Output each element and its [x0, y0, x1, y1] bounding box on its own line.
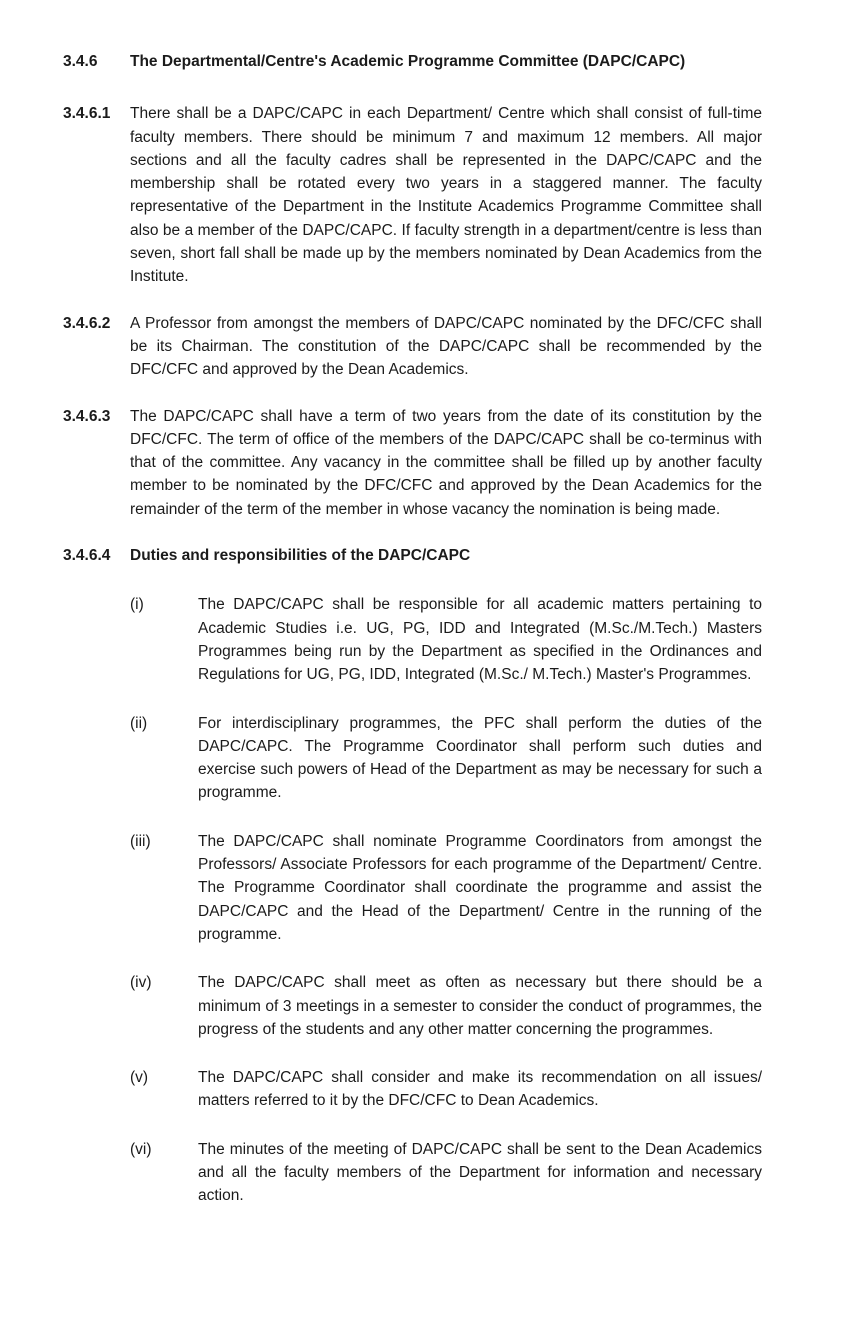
- list-item-marker: (ii): [130, 714, 148, 732]
- list-item-marker: (vi): [130, 1140, 152, 1158]
- subsection-heading-title: Duties and responsibilities of the DAPC/CAPC: [130, 547, 471, 565]
- section-heading: [63, 50, 762, 73]
- paragraph-number: 3.4.6.3: [63, 407, 111, 425]
- list-item-text: The DAPC/CAPC shall nominate Programme Coordinators from amongst the Professors/ Associate Professors for each programme of the Department/ Centre. The Programme Coordinator shall coordinate the programme and assist the DAPC/CAPC and the Head of the Department/ Centre in the running of the programme.: [198, 832, 762, 943]
- paragraph-number: 3.4.6.2: [63, 314, 111, 332]
- paragraph: [63, 405, 762, 521]
- list-item: [130, 1138, 762, 1208]
- paragraph: [63, 312, 762, 382]
- paragraph-text: There shall be a DAPC/CAPC in each Department/ Centre which shall consist of full-time faculty members. There should be minimum 7 and maximum 12 members. All major sections and all the faculty cadres shall be represented in the DAPC/CAPC and the membership shall be rotated every two years in a staggered manner. The faculty representative of the Department in the Institute Academics Programme Committee shall also be a member of the DAPC/CAPC. If faculty strength in a department/centre is less than seven, short fall shall be made up by the members nominated by Dean Academics from the Institute.: [130, 105, 762, 286]
- subsection-heading-number: 3.4.6.4: [63, 547, 111, 565]
- list-item-marker: (iv): [130, 974, 152, 992]
- paragraph-number: 3.4.6.1: [63, 105, 111, 123]
- list-item-text: The DAPC/CAPC shall consider and make its recommendation on all issues/ matters referred to it by the DFC/CFC to Dean Academics.: [198, 1069, 762, 1110]
- list-item-text: For interdisciplinary programmes, the PFC shall perform the duties of the DAPC/CAPC. The Programme Coordinator shall perform such duties and exercise such powers of Head of the Department as may be necessary for such a programme.: [198, 714, 762, 802]
- list-item-marker: (i): [130, 596, 144, 614]
- list-item: [130, 971, 762, 1041]
- section-heading-title: The Departmental/Centre's Academic Programme Committee (DAPC/CAPC): [130, 53, 686, 70]
- paragraph-text: The DAPC/CAPC shall have a term of two years from the date of its constitution by the DFC/CFC. The term of office of the members of the DAPC/CAPC shall be co-terminus with that of the committee. Any vacancy in the committee shall be filled up by another faculty member to be nominated by the DFC/CFC and approved by the Dean Academics for the remainder of the term of the member in whose vacancy the nomination is being made.: [130, 407, 762, 518]
- list-item-text: The minutes of the meeting of DAPC/CAPC shall be sent to the Dean Academics and all the faculty members of the Department for information and necessary action.: [198, 1140, 762, 1205]
- paragraph: [63, 102, 762, 288]
- subsection-heading: [63, 544, 762, 567]
- section-heading-number: 3.4.6: [63, 53, 98, 70]
- list-item: [130, 593, 762, 686]
- list-item: [130, 830, 762, 946]
- paragraph-text: A Professor from amongst the members of DAPC/CAPC nominated by the DFC/CFC shall be its Chairman. The constitution of the DAPC/CAPC shall be recommended by the DFC/CFC and approved by the Dean Academics.: [130, 314, 762, 379]
- list-item: [130, 712, 762, 805]
- list-item-text: The DAPC/CAPC shall be responsible for all academic matters pertaining to Academic Studies i.e. UG, PG, IDD and Integrated (M.Sc./M.Tech.) Masters Programmes being run by the Department as specified in the Ordinances and Regulations for UG, PG, IDD, Integrated (M.Sc./ M.Tech.) Master's Programmes.: [198, 596, 762, 684]
- list-item-marker: (v): [130, 1069, 149, 1087]
- list-item-marker: (iii): [130, 832, 151, 850]
- list-item: [130, 1066, 762, 1113]
- list-item-text: The DAPC/CAPC shall meet as often as necessary but there should be a minimum of 3 meetings in a semester to consider the conduct of programmes, the progress of the students and any other matter concerning the programmes.: [198, 974, 762, 1038]
